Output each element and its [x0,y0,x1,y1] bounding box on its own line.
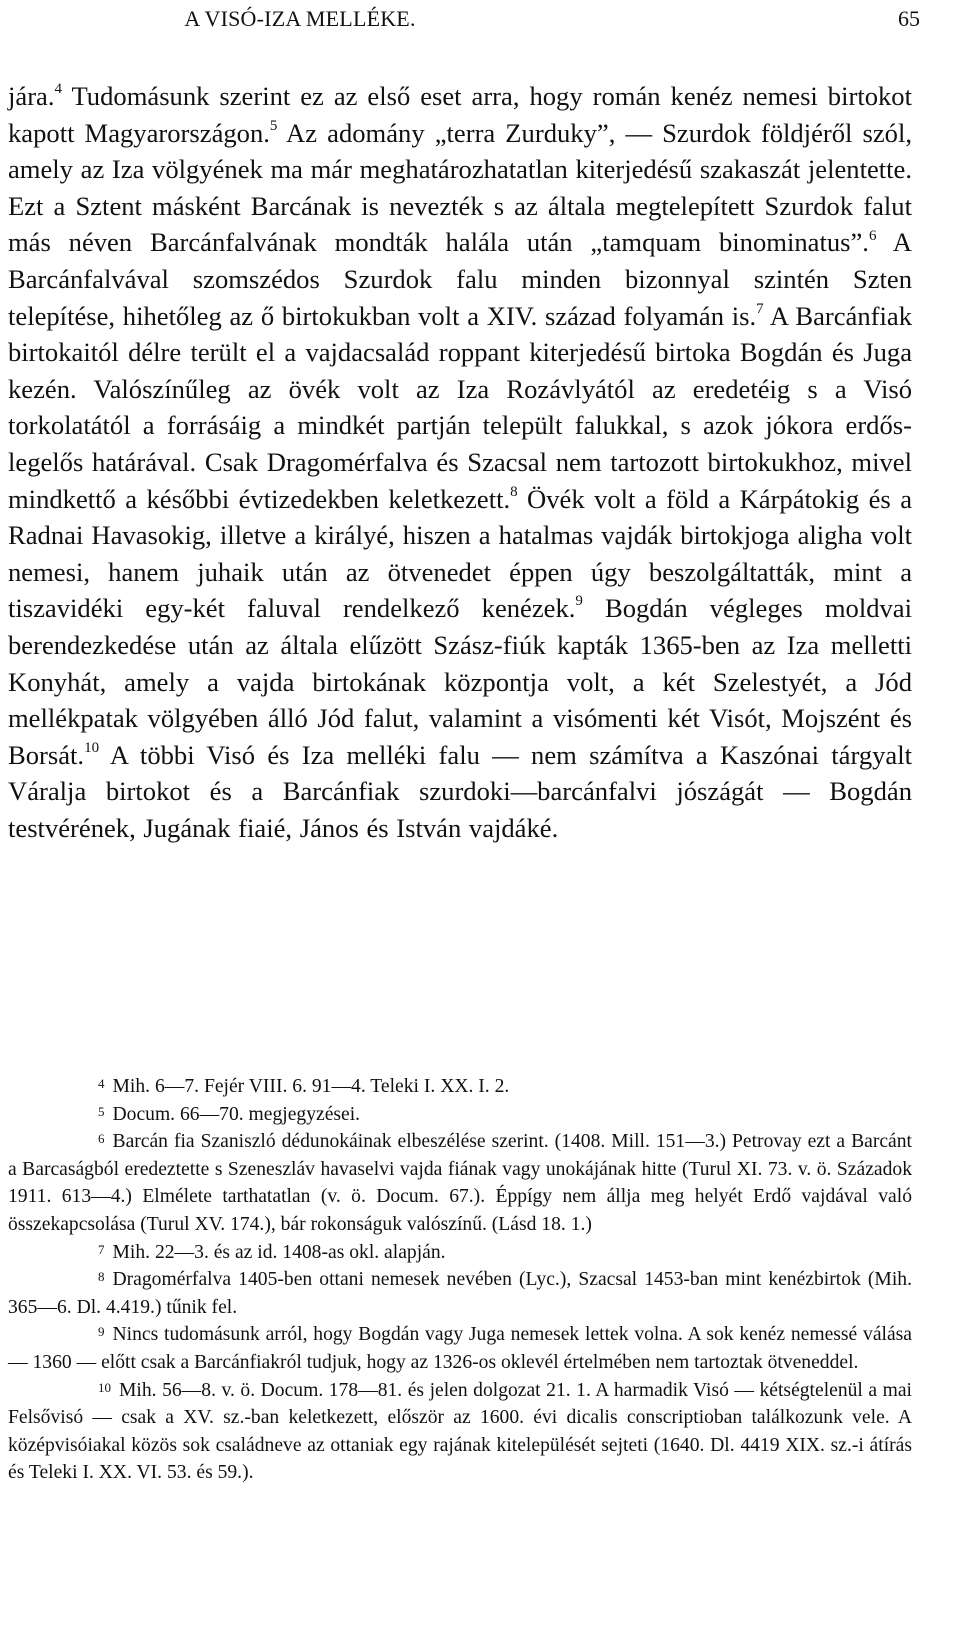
page-header [0,2,960,42]
footnote-ref: 5 [269,117,278,134]
text-run: jára. [8,81,55,111]
main-text [8,78,912,846]
footnote-number: 9 [98,1324,105,1340]
footnote-number: 4 [98,1076,105,1091]
footnote-text: Dragomérfalva 1405-ben ottani nemesek nevében (Lyc.), Szacsal 1453-ban mint kenézbirtok (Mih. 365—6. Dl. 4.419.) tűnik fel. [8,1269,912,1318]
footnote [8,1073,912,1101]
footnote-ref: 9 [575,593,583,610]
text-run: Bogdán végleges moldvai berendezkedése után az általa elűzött Szász-fiúk kapták 1365-ben az Iza melletti Konyhát, amely a vajda birtokának központja volt, a két Szelestyét, a Jód mellékpatak völgyében álló Jód falut, valamint a visómenti két Visót, Mojszént és Borsát. [8,593,912,770]
footnote-ref: 10 [84,739,100,756]
footnote-text: Mih. 6—7. Fejér VIII. 6. 91—4. Teleki I. XX. I. 2. [112,1076,510,1097]
page-number: 65 [898,6,920,31]
footnote [8,1239,912,1267]
footnote-text: Mih. 22—3. és az id. 1408-as okl. alapján. [112,1241,446,1263]
footnote-text: Docum. 66—70. megjegyzései. [112,1103,361,1125]
footnote [8,1377,912,1487]
text-run: Övék volt a föld a Kárpátokig és a Radnai Havasokig, illetve a királyé, hiszen a hatalmas vajdák birtokjoga aligha volt nemesi, hanem juhaik után az ötvenedet éppen úgy beszolgáltatták, mint a tiszavidéki egy-két faluval rendelkező kenézek. [8,483,912,624]
text-run: Az adomány „terra Zurduky”, — Szurdok földjéről szól, amely az Iza völgyének ma már meghatározhatatlan kiterjedésű szakaszát jelentette. Ezt a Sztent másként Barcának is nevezték s az általa megtelepített Szurdok falut más néven Barcánfalvának mondták halála után „tamquam binominatus”. [8,117,912,258]
footnote [8,1101,912,1129]
text-run: A többi Visó és Iza melléki falu — nem számítva a Kaszónai tárgyalt Váralja birtokot és a Barcánfiak szurdoki—barcánfalvi jószágát — Bogdán testvérének, Jugának fiaié, János és István vajdáké. [8,739,912,843]
footnote [8,1321,912,1376]
text-run: Tudomásunk szerint ez az első eset arra, hogy román kenéz nemesi birtokot kapott Magyarországon. [8,81,912,148]
footnote-ref: 4 [54,81,63,98]
footnote-number: 7 [98,1241,105,1257]
text-run: A Barcánfalvával szomszédos Szurdok falu minden bizonnyal szintén Szten telepítése, hihetőleg az ő birtokukban volt a XIV. század folyamán is. [8,227,913,331]
running-title: A VISÓ-IZA MELLÉKE. [184,6,416,31]
footnote-ref: 8 [510,483,518,500]
footnote [8,1128,912,1238]
footnote [8,1266,912,1321]
paragraph [8,78,912,846]
footnotes [8,1073,912,1487]
footnote-text: Nincs tudomásunk arról, hogy Bogdán vagy Juga nemesek lettek volna. A sok kenéz nemessé válása — 1360 — előtt csak a Barcánfiakról tudjuk, hogy az 1326-os oklevél értelmében nem tartoztak ötveneddel. [8,1324,912,1373]
footnote-number: 6 [98,1131,105,1147]
footnote-ref: 6 [868,227,877,244]
footnote-number: 10 [98,1379,111,1395]
footnote-number: 5 [98,1103,105,1119]
footnote-text: Barcán fia Szaniszló dédunokáinak elbeszélése szerint. (1408. Mill. 151—3.) Petrovay ezt a Barcánt a Barcaságból eredeztette s Szeneszláv havaselvi vajda fiának vagy unokájának hitte (Turul XI. 73. v. ö. Századok 1911. 613—4.) Elmélete tarthatatlan (v. ö. Docum. 67.). Éppígy nem állja meg helyét Erdő vajdával való összekapcsolása (Turul XV. 174.), bár rokonságuk valószínű. (Lásd 18. 1.) [8,1131,912,1235]
footnote-number: 8 [98,1269,105,1285]
footnote-text: Mih. 56—8. v. ö. Docum. 178—81. és jelen dolgozat 21. 1. A harmadik Visó — kétségtelenül a mai Felsővisó — csak a XV. sz.-ban keletkezett, először az 1600. évi dicalis conscriptioban találkozunk vele. A középvisóiakal közös sok családneve az ottaniak egy rajának kitelepülését sejteti (1640. Dl. 4419 XIX. sz.-i átírás és Teleki I. XX. VI. 53. és 59.). [8,1379,912,1484]
text-run: A Barcánfiak birtokaitól délre terült el a vajdacsalád roppant kiterjedésű birtoka Bogdán és Juga kezén. Valószínűleg az övék volt az Iza Rozávlyától az eredetéig s a Visó torkolatától a forrásáig a mindkét partján települt falukkal, s azok jókora erdős-legelős határával. Csak Dragomérfalva és Szacsal nem tartozott birtokukhoz, mivel mindkettő a későbbi évtizedekben keletkezett. [8,300,912,514]
footnote-ref: 7 [756,300,764,317]
